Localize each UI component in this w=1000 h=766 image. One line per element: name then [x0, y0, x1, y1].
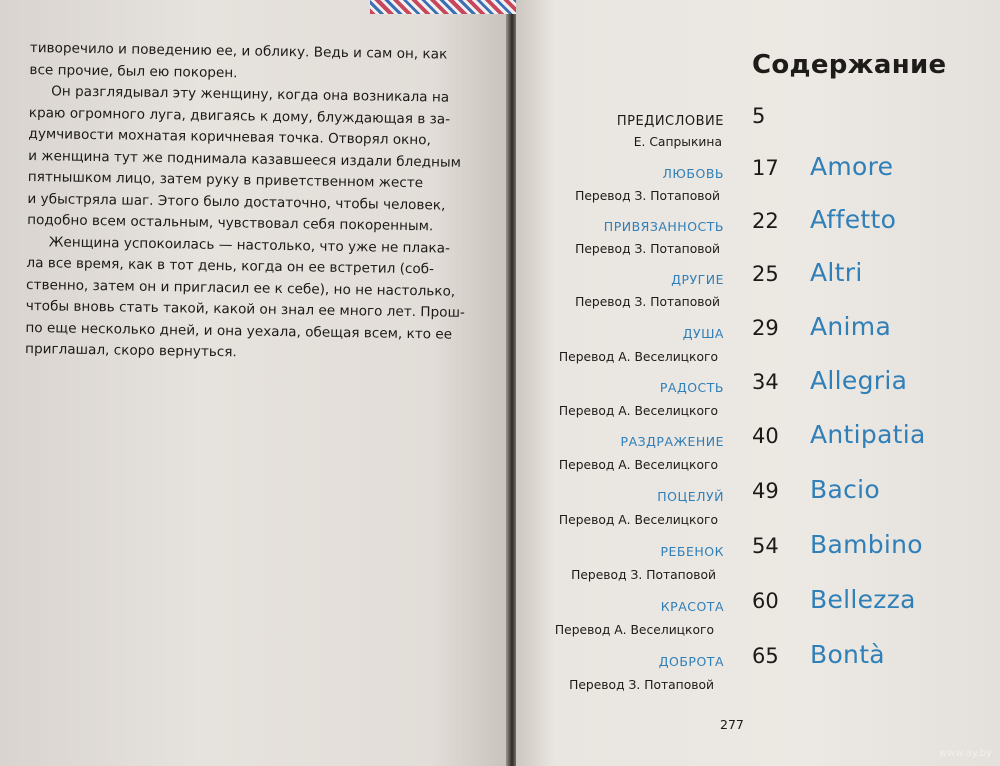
toc-page-number: 65 — [752, 644, 779, 668]
right-page — [516, 0, 1000, 766]
text-line: подобно всем остальным, чувствовал себя покоренным. — [27, 211, 434, 235]
toc-entry — [516, 420, 1000, 454]
toc-italian-title: Bontà — [810, 640, 885, 669]
text-line: по еще несколько дней, и она уехала, обещая всем, кто ее — [25, 319, 453, 343]
toc-section-label: РЕБЕНОК — [660, 544, 724, 559]
toc-translator: Е. Сапрыкина — [633, 135, 722, 149]
text-line: ла все время, как в тот день, когда он ее встретил (соб- — [26, 254, 435, 278]
toc-page-number: 25 — [752, 262, 779, 286]
toc-translator: Перевод А. Веселицкого — [558, 350, 718, 364]
toc-italian-title: Amore — [810, 152, 894, 181]
toc-page-number: 34 — [752, 370, 779, 394]
toc-section-label: ЛЮБОВЬ — [662, 166, 724, 181]
toc-entry — [516, 152, 1000, 186]
toc-page-number: 5 — [752, 104, 766, 128]
text-line: думчивости мохнатая коричневая точка. Отворял окно, — [28, 125, 431, 149]
toc-entry — [516, 312, 1000, 346]
toc-italian-title: Altri — [810, 258, 863, 287]
toc-section-label: ПРИВЯЗАННОСТЬ — [603, 219, 724, 234]
toc-section-label: ДОБРОТА — [658, 654, 724, 669]
text-line: все прочие, был ею покорен. — [29, 61, 238, 81]
toc-translator: Перевод А. Веселицкого — [554, 623, 714, 637]
toc-translator: Перевод А. Веселицкого — [558, 513, 718, 527]
toc-section-label: ДРУГИЕ — [671, 272, 724, 287]
toc-translator: Перевод З. Потаповой — [575, 242, 720, 256]
page-number: 277 — [720, 717, 744, 732]
toc-italian-title: Allegria — [810, 366, 908, 395]
toc-entry — [516, 640, 1000, 674]
toc-translator: Перевод З. Потаповой — [575, 295, 720, 309]
text-line: и женщина тут же поднимала казавшееся издали бледным — [28, 147, 462, 171]
toc-section-label: ПРЕДИСЛОВИЕ — [616, 114, 724, 129]
text-line: и убыстряла шаг. Этого было достаточно, чтобы человек, — [27, 190, 446, 214]
toc-entry — [516, 205, 1000, 239]
body-text — [25, 38, 470, 367]
toc-entry-preface — [516, 104, 1000, 134]
toc-entry — [516, 475, 1000, 509]
text-line: пятнышком лицо, затем руку в приветственном жесте — [27, 168, 424, 192]
toc-page-number: 17 — [752, 156, 779, 180]
text-line: Он разглядывал эту женщину, когда она возникала на — [51, 83, 450, 106]
toc-title: Содержание — [752, 50, 947, 80]
toc-entry — [516, 585, 1000, 619]
toc-italian-title: Affetto — [810, 205, 897, 234]
toc-section-label: РАЗДРАЖЕНИЕ — [620, 434, 724, 449]
text-line: приглашал, скоро вернуться. — [24, 340, 237, 361]
text-line: тиворечило и поведению ее, и облику. Ведь и сам он, как — [29, 39, 448, 63]
toc-italian-title: Bacio — [810, 475, 880, 504]
text-line: ственно, затем он и пригласил ее к себе), но не настолько, — [26, 276, 456, 300]
text-line: Женщина успокоилась — настолько, что уже не плака- — [48, 233, 451, 257]
toc-section-label: КРАСОТА — [660, 599, 724, 614]
toc-section-label: ПОЦЕЛУЙ — [657, 489, 724, 504]
toc-page-number: 60 — [752, 589, 779, 613]
toc-page-number: 54 — [752, 534, 779, 558]
toc-page-number: 29 — [752, 316, 779, 340]
toc-page-number: 22 — [752, 209, 779, 233]
toc-translator: Перевод А. Веселицкого — [558, 404, 718, 418]
toc-translator: Перевод З. Потаповой — [569, 678, 714, 692]
toc-italian-title: Anima — [810, 312, 892, 341]
toc-italian-title: Antipatia — [810, 420, 926, 449]
toc-page-number: 49 — [752, 479, 779, 503]
toc-entry — [516, 258, 1000, 292]
toc-italian-title: Bellezza — [810, 585, 916, 614]
text-line: чтобы вновь стать такой, какой он знал ее много лет. Прош- — [25, 297, 465, 321]
toc-translator: Перевод А. Веселицкого — [558, 458, 718, 472]
toc-italian-title: Bambino — [810, 530, 923, 559]
toc-entry — [516, 530, 1000, 564]
toc-page-number: 40 — [752, 424, 779, 448]
watermark: www.ay.by — [939, 748, 992, 759]
toc-section-label: РАДОСТЬ — [659, 380, 724, 395]
toc-entry — [516, 366, 1000, 400]
toc-section-label: ДУША — [682, 326, 724, 341]
text-line: краю огромного луга, двигаясь к дому, блуждающая в за- — [28, 104, 451, 128]
toc-translator: Перевод З. Потаповой — [575, 189, 720, 203]
toc-translator: Перевод З. Потаповой — [571, 568, 716, 582]
